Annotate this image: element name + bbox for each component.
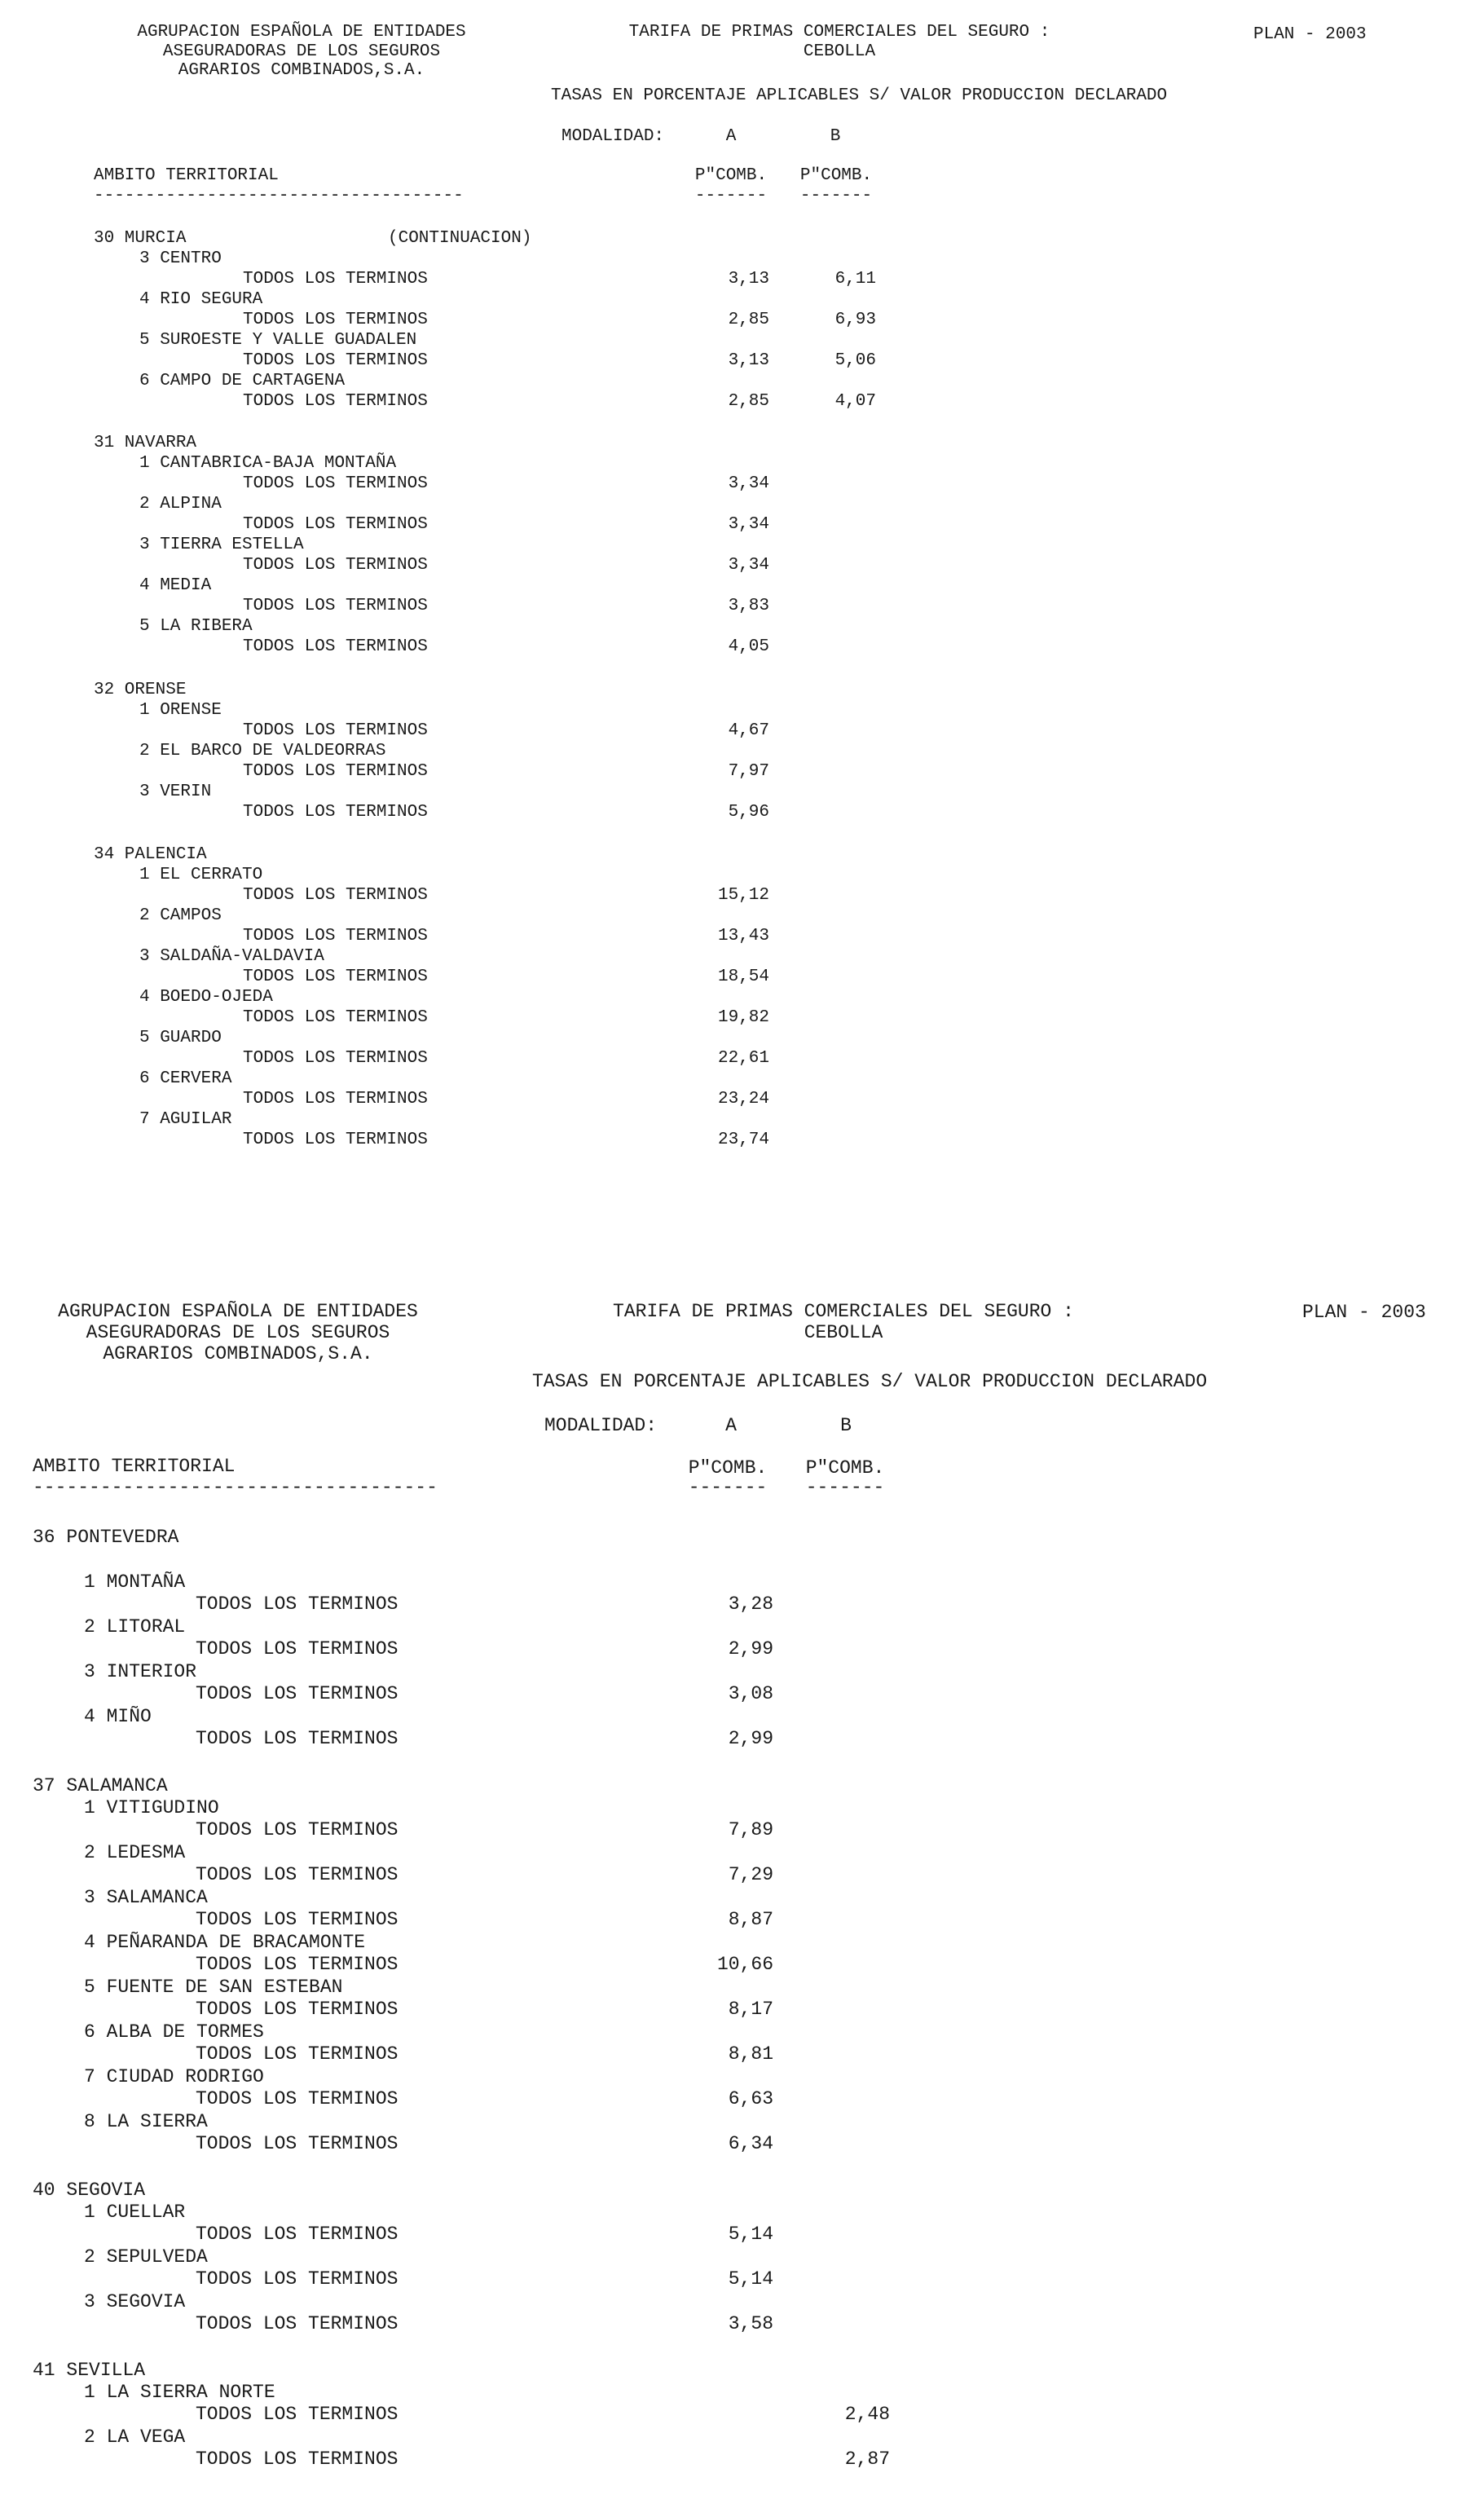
comarca-name: 1 LA SIERRA NORTE [84, 2382, 275, 2403]
terms-label: TODOS LOS TERMINOS [243, 1131, 428, 1149]
province-heading: 31 NAVARRA [94, 434, 197, 452]
column-b-header: P"COMB. [799, 166, 873, 185]
comarca-name: 1 CANTABRICA-BAJA MONTAÑA [139, 454, 397, 473]
rate-a: 3,13 [728, 270, 769, 289]
comarca-name: 4 BOEDO-OJEDA [139, 988, 273, 1007]
terms-label: TODOS LOS TERMINOS [243, 556, 428, 575]
column-a-header: P"COMB. [688, 1457, 768, 1479]
modalidad-b: B [840, 1415, 852, 1436]
comarca-name: 1 CUELLAR [84, 2202, 186, 2223]
org-line: AGRUPACION ESPAÑOLA DE ENTIDADES [58, 1301, 418, 1322]
comarca-name: 2 LA VEGA [84, 2426, 186, 2448]
org-name [137, 23, 465, 81]
org-line: ASEGURADORAS DE LOS SEGUROS [86, 1321, 390, 1343]
terms-label: TODOS LOS TERMINOS [196, 1909, 399, 1930]
terms-label: TODOS LOS TERMINOS [243, 927, 428, 945]
comarca-name: 5 GUARDO [139, 1029, 222, 1047]
comarca-name: 1 EL CERRATO [139, 866, 263, 884]
column-b-header: P"COMB. [805, 1457, 885, 1479]
comarca-name: 1 VITIGUDINO [84, 1797, 219, 1818]
terms-label: TODOS LOS TERMINOS [243, 967, 428, 986]
rate-a: 19,82 [717, 1008, 769, 1027]
province-heading: 30 MURCIA [94, 229, 187, 248]
terms-label: TODOS LOS TERMINOS [243, 1008, 428, 1027]
rate-a: 3,34 [728, 474, 769, 493]
subtitle: TASAS EN PORCENTAJE APLICABLES S/ VALOR PRODUCCION DECLARADO [532, 1371, 1208, 1392]
terms-label: TODOS LOS TERMINOS [196, 1638, 399, 1660]
comarca-name: 8 LA SIERRA [84, 2111, 208, 2132]
modalidad-a: A [725, 1415, 737, 1436]
comarca-name: 2 LEDESMA [84, 1842, 186, 1863]
org-name [58, 1302, 418, 1364]
terms-label: TODOS LOS TERMINOS [243, 392, 428, 411]
rate-a: 2,85 [728, 311, 769, 329]
ambito-rule: ------------------------------------ [33, 1477, 438, 1498]
province-heading: 36 PONTEVEDRA [33, 1527, 179, 1548]
comarca-name: 4 MIÑO [84, 1706, 152, 1727]
terms-label: TODOS LOS TERMINOS [243, 721, 428, 740]
rate-a: 5,14 [728, 2268, 773, 2290]
modalidad-label: MODALIDAD: [544, 1415, 658, 1436]
rate-a: 3,34 [728, 515, 769, 534]
terms-label: TODOS LOS TERMINOS [196, 2133, 399, 2154]
terms-label: TODOS LOS TERMINOS [196, 2404, 399, 2425]
province-heading: 40 SEGOVIA [33, 2180, 146, 2201]
terms-label: TODOS LOS TERMINOS [196, 2088, 399, 2109]
comarca-name: 3 SEGOVIA [84, 2291, 186, 2312]
rate-a: 8,81 [728, 2043, 773, 2065]
rate-a: 5,96 [728, 803, 769, 822]
comarca-name: 3 SALAMANCA [84, 1887, 208, 1908]
rate-a: 3,13 [728, 351, 769, 370]
comarca-name: 7 CIUDAD RODRIGO [84, 2066, 264, 2087]
comarca-name: 5 LA RIBERA [139, 617, 253, 636]
ambito-label: AMBITO TERRITORIAL [33, 1456, 236, 1477]
column-a-rule: ------- [694, 187, 768, 205]
comarca-name: 6 CERVERA [139, 1069, 232, 1088]
rate-b: 6,93 [834, 311, 876, 329]
title-line: TARIFA DE PRIMAS COMERCIALES DEL SEGURO : [628, 23, 1050, 42]
tariff-title [629, 23, 1050, 61]
title-line: CEBOLLA [803, 42, 876, 61]
rate-a: 3,28 [728, 1593, 773, 1615]
terms-label: TODOS LOS TERMINOS [196, 1819, 399, 1840]
comarca-name: 3 INTERIOR [84, 1661, 197, 1682]
comarca-name: 6 ALBA DE TORMES [84, 2021, 264, 2043]
terms-label: TODOS LOS TERMINOS [243, 311, 428, 329]
comarca-name: 1 MONTAÑA [84, 1571, 186, 1593]
subtitle: TASAS EN PORCENTAJE APLICABLES S/ VALOR PRODUCCION DECLARADO [551, 86, 1168, 105]
rate-a: 6,34 [728, 2133, 773, 2154]
rate-b: 4,07 [834, 392, 876, 411]
terms-label: TODOS LOS TERMINOS [243, 1090, 428, 1109]
modalidad-b: B [830, 127, 841, 146]
terms-label: TODOS LOS TERMINOS [243, 1049, 428, 1068]
column-a-rule: ------- [688, 1477, 768, 1498]
rate-a: 22,61 [717, 1049, 769, 1068]
terms-label: TODOS LOS TERMINOS [243, 762, 428, 781]
comarca-name: 2 LITORAL [84, 1616, 186, 1637]
terms-label: TODOS LOS TERMINOS [196, 2224, 399, 2245]
rate-a: 7,89 [728, 1819, 773, 1840]
column-b-rule: ------- [805, 1477, 885, 1498]
rate-a: 2,85 [728, 392, 769, 411]
continuation-note: (CONTINUACION) [388, 229, 532, 248]
rate-a: 23,74 [717, 1131, 769, 1149]
comarca-name: 3 CENTRO [139, 249, 222, 268]
org-line: ASEGURADORAS DE LOS SEGUROS [162, 42, 441, 61]
rate-b: 6,11 [834, 270, 876, 289]
terms-label: TODOS LOS TERMINOS [243, 515, 428, 534]
terms-label: TODOS LOS TERMINOS [196, 1728, 399, 1749]
rate-a: 2,99 [728, 1638, 773, 1660]
plan-year: PLAN - 2003 [1302, 1302, 1426, 1323]
terms-label: TODOS LOS TERMINOS [196, 2313, 399, 2334]
comarca-name: 2 ALPINA [139, 495, 222, 514]
comarca-name: 2 CAMPOS [139, 906, 222, 925]
plan-year: PLAN - 2003 [1253, 25, 1367, 44]
comarca-name: 3 VERIN [139, 782, 212, 801]
rate-a: 2,99 [728, 1728, 773, 1749]
rate-a: 3,08 [728, 1683, 773, 1704]
rate-a: 4,05 [728, 637, 769, 656]
rate-a: 8,87 [728, 1909, 773, 1930]
rate-a: 10,66 [716, 1954, 773, 1975]
rate-a: 8,17 [728, 1999, 773, 2020]
province-heading: 34 PALENCIA [94, 845, 207, 864]
title-line: TARIFA DE PRIMAS COMERCIALES DEL SEGURO : [613, 1301, 1074, 1322]
rate-a: 15,12 [717, 886, 769, 905]
terms-label: TODOS LOS TERMINOS [243, 803, 428, 822]
comarca-name: 3 TIERRA ESTELLA [139, 536, 304, 554]
rate-a: 3,34 [728, 556, 769, 575]
terms-label: TODOS LOS TERMINOS [243, 597, 428, 615]
rate-a: 7,29 [728, 1864, 773, 1885]
comarca-name: 2 EL BARCO DE VALDEORRAS [139, 742, 386, 760]
comarca-name: 3 SALDAÑA-VALDAVIA [139, 947, 324, 966]
comarca-name: 5 SUROESTE Y VALLE GUADALEN [139, 331, 417, 350]
org-line: AGRUPACION ESPAÑOLA DE ENTIDADES [137, 23, 466, 42]
tariff-page-1 [0, 0, 1484, 1247]
comarca-name: 7 AGUILAR [139, 1110, 232, 1129]
rate-a: 23,24 [717, 1090, 769, 1109]
column-a-header: P"COMB. [694, 166, 768, 185]
terms-label: TODOS LOS TERMINOS [196, 1954, 399, 1975]
terms-label: TODOS LOS TERMINOS [243, 637, 428, 656]
comarca-name: 4 MEDIA [139, 576, 212, 595]
terms-label: TODOS LOS TERMINOS [196, 1864, 399, 1885]
rate-b: 2,87 [844, 2448, 890, 2470]
rate-a: 5,14 [728, 2224, 773, 2245]
rate-b: 5,06 [834, 351, 876, 370]
modalidad-label: MODALIDAD: [561, 127, 665, 146]
terms-label: TODOS LOS TERMINOS [196, 1999, 399, 2020]
terms-label: TODOS LOS TERMINOS [196, 2268, 399, 2290]
ambito-label: AMBITO TERRITORIAL [94, 166, 279, 185]
comarca-name: 5 FUENTE DE SAN ESTEBAN [84, 1977, 343, 1998]
comarca-name: 6 CAMPO DE CARTAGENA [139, 372, 346, 390]
rate-a: 4,67 [728, 721, 769, 740]
rate-a: 18,54 [717, 967, 769, 986]
column-b-rule: ------- [799, 187, 873, 205]
tariff-page-2 [0, 1247, 1484, 2508]
rate-a: 6,63 [728, 2088, 773, 2109]
comarca-name: 4 RIO SEGURA [139, 290, 263, 309]
comarca-name: 4 PEÑARANDA DE BRACAMONTE [84, 1932, 366, 1953]
terms-label: TODOS LOS TERMINOS [243, 270, 428, 289]
tariff-title [613, 1302, 1074, 1344]
province-heading: 32 ORENSE [94, 681, 187, 699]
terms-label: TODOS LOS TERMINOS [196, 1593, 399, 1615]
modalidad-a: A [725, 127, 737, 146]
rate-b: 2,48 [844, 2404, 890, 2425]
rate-a: 3,83 [728, 597, 769, 615]
title-line: CEBOLLA [804, 1321, 883, 1343]
terms-label: TODOS LOS TERMINOS [196, 2448, 399, 2470]
terms-label: TODOS LOS TERMINOS [243, 474, 428, 493]
ambito-rule: ------------------------------------ [94, 187, 464, 205]
terms-label: TODOS LOS TERMINOS [243, 351, 428, 370]
org-line: AGRARIOS COMBINADOS,S.A. [103, 1342, 373, 1364]
terms-label: TODOS LOS TERMINOS [196, 1683, 399, 1704]
province-heading: 37 SALAMANCA [33, 1775, 168, 1796]
org-line: AGRARIOS COMBINADOS,S.A. [178, 61, 425, 81]
rate-a: 13,43 [717, 927, 769, 945]
rate-a: 3,58 [728, 2313, 773, 2334]
comarca-name: 2 SEPULVEDA [84, 2246, 208, 2268]
terms-label: TODOS LOS TERMINOS [243, 886, 428, 905]
province-heading: 41 SEVILLA [33, 2360, 146, 2381]
rate-a: 7,97 [728, 762, 769, 781]
comarca-name: 1 ORENSE [139, 701, 222, 720]
terms-label: TODOS LOS TERMINOS [196, 2043, 399, 2065]
